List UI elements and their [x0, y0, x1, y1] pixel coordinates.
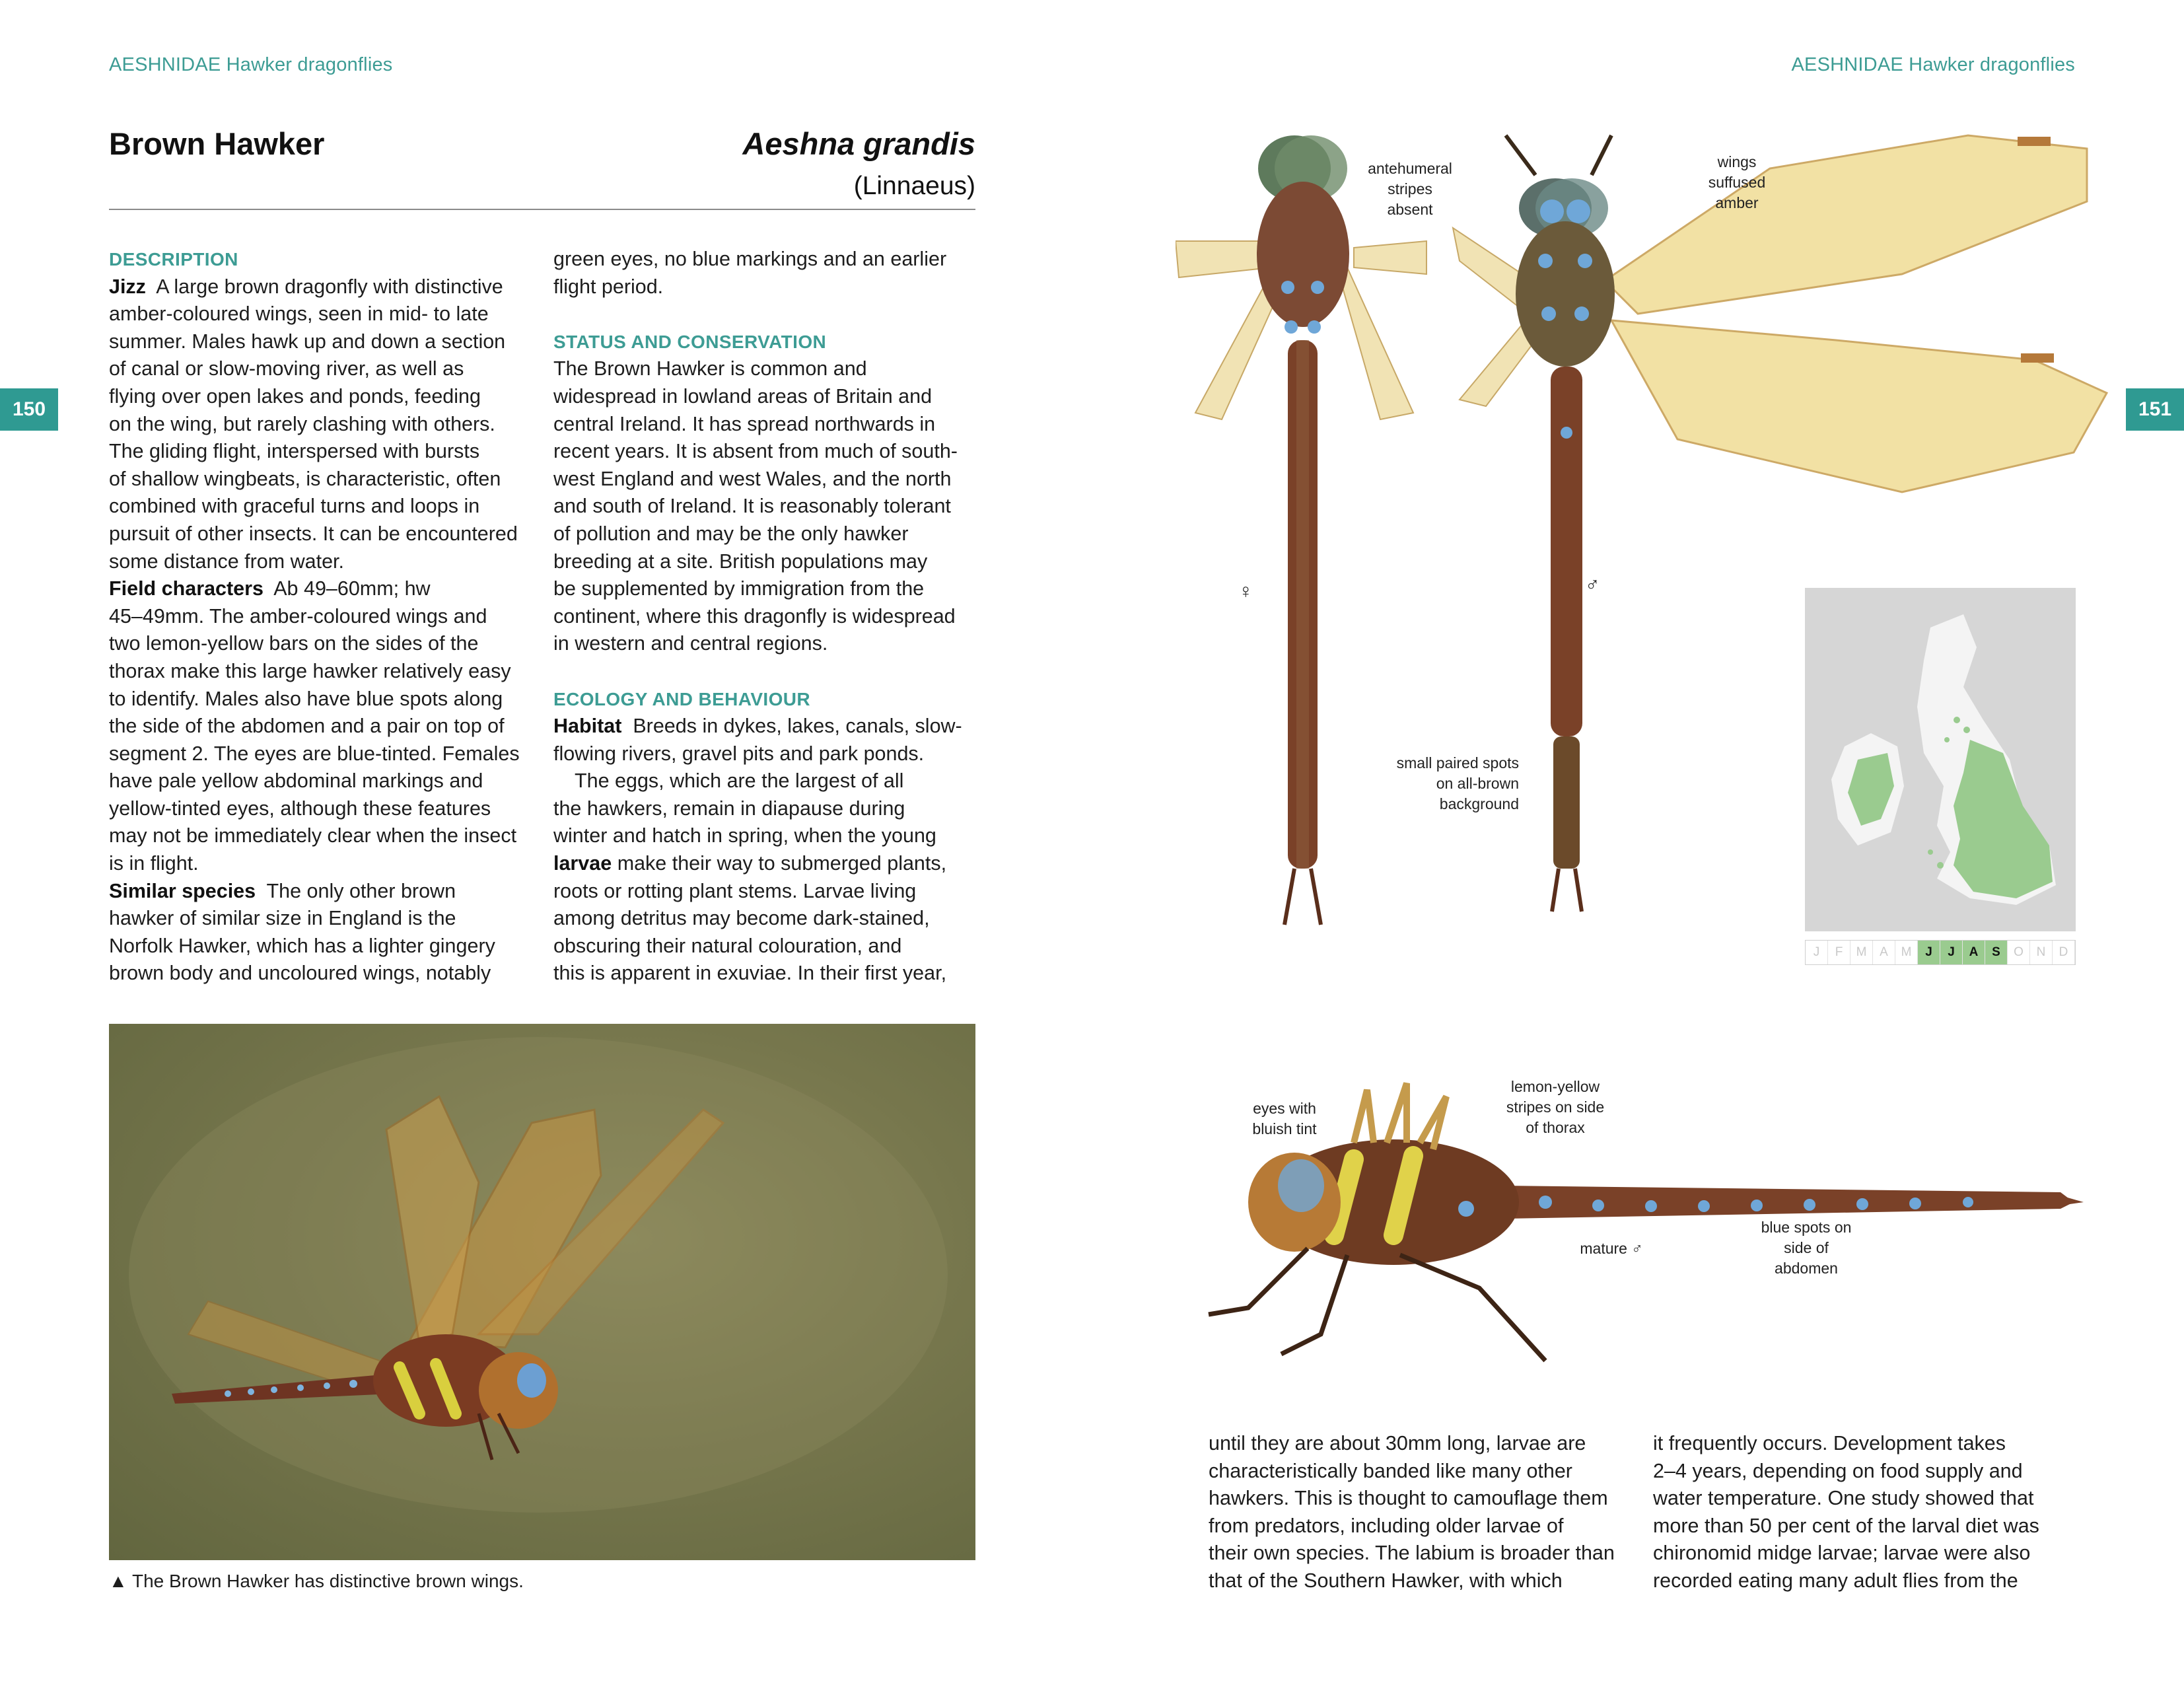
text-line: Norfolk Hawker, which has a lighter gingery — [109, 934, 495, 957]
text-line: hawkers. This is thought to camouflage them — [1209, 1487, 1608, 1510]
annotation-eyes: eyes with bluish tint — [1252, 1100, 1317, 1137]
month-cell: A — [1873, 941, 1895, 964]
month-cell: M — [1895, 941, 1918, 964]
annotation-antehumeral: antehumeral stripes absent — [1368, 160, 1452, 218]
text-column-4 — [1653, 1430, 2089, 1595]
text-line: their own species. The labium is broader than — [1209, 1542, 1615, 1565]
jizz-label: Jizz — [109, 275, 146, 298]
text-line: make their way to submerged plants, — [617, 852, 947, 875]
text-line: water temperature. One study showed that — [1653, 1487, 2034, 1510]
title-rule — [109, 209, 975, 210]
text-line: to identify. Males also have blue spots along — [109, 687, 503, 710]
similar-species-label: Similar species — [109, 879, 256, 902]
text-line: west England and west Wales, and the north — [553, 467, 952, 490]
section-heading-description: DESCRIPTION — [109, 249, 238, 269]
text-line: in western and central regions. — [553, 632, 828, 655]
text-line: 2–4 years, depending on food supply and — [1653, 1459, 2023, 1482]
text-line: from predators, including older larvae of — [1209, 1514, 1564, 1537]
running-head-right: AESHNIDAE Hawker dragonflies — [1791, 54, 2075, 75]
text-line: is in flight. — [109, 852, 199, 875]
female-symbol: ♀ — [1238, 581, 1253, 602]
distribution-map — [1805, 588, 2076, 931]
month-cell: M — [1850, 941, 1873, 964]
photo-caption — [109, 1571, 524, 1592]
text-line: widespread in lowland areas of Britain and — [553, 384, 933, 408]
month-cell: F — [1828, 941, 1850, 964]
annotation-blue-spots: blue spots on side of abdomen — [1761, 1219, 1852, 1277]
text-line: of shallow wingbeats, is characteristic, often — [109, 467, 501, 490]
larvae-label: larvae — [553, 852, 612, 875]
text-line: two lemon-yellow bars on the sides of the — [109, 632, 479, 655]
female-body — [1257, 135, 1349, 925]
text-line: may not be immediately clear when the insect — [109, 824, 517, 847]
month-cell: O — [2008, 941, 2030, 964]
jizz-paragraph — [109, 273, 538, 301]
text-column-3 — [1209, 1430, 1644, 1595]
page-number-left: 150 — [0, 388, 58, 431]
text-line: and south of Ireland. It is reasonably tolerant — [553, 495, 951, 518]
text-line: Breeds in dykes, lakes, canals, slow- — [633, 715, 962, 738]
text-line: segment 2. The eyes are blue-tinted. Females — [109, 742, 520, 765]
text-line: recorded eating many adult flies from the — [1653, 1569, 2018, 1592]
text-line: summer. Males hawk up and down a section — [109, 330, 506, 353]
text-line: the side of the abdomen and a pair on top of — [109, 715, 505, 738]
similar-species-paragraph — [109, 878, 538, 906]
text-line: have pale yellow abdominal markings and — [109, 770, 483, 793]
text-line: flowing rivers, gravel pits and park ponds. — [553, 742, 925, 765]
month-cell: J — [1806, 941, 1828, 964]
text-line: The Brown Hawker is common and — [553, 357, 867, 380]
section-heading-status: STATUS AND CONSERVATION — [553, 331, 827, 352]
text-line: on the wing, but rarely clashing with others. — [109, 412, 495, 435]
text-line: A large brown dragonfly with distinctive — [156, 275, 503, 298]
text-line: the hawkers, remain in diapause during — [553, 797, 905, 820]
text-line: flying over open lakes and ponds, feeding — [109, 384, 481, 408]
text-line: obscuring their natural colouration, and — [553, 934, 902, 957]
text-line: The eggs, which are the largest of all — [575, 770, 904, 793]
month-cell: D — [2053, 941, 2075, 964]
text-line: amber-coloured wings, seen in mid- to late — [109, 303, 489, 326]
text-line: more than 50 per cent of the larval diet was — [1653, 1514, 2039, 1537]
field-characters-label: Field characters — [109, 577, 264, 600]
text-line: some distance from water. — [109, 550, 344, 573]
month-cell: J — [1940, 941, 1963, 964]
text-line: flight period. — [553, 275, 664, 298]
text-line: The only other brown — [266, 879, 456, 902]
text-line: of canal or slow-moving river, as well as — [109, 357, 464, 380]
text-line: green eyes, no blue markings and an earlier — [553, 248, 947, 270]
larvae-paragraph — [553, 850, 989, 878]
text-line: it frequently occurs. Development takes — [1653, 1432, 2006, 1454]
lateral-illustration — [1202, 1070, 2087, 1400]
annotation-mature: mature ♂ — [1580, 1240, 1643, 1257]
male-symbol: ♂ — [1585, 574, 1600, 596]
month-cell: S — [1985, 941, 2008, 964]
text-line: roots or rotting plant stems. Larvae living — [553, 879, 917, 902]
text-line: among detritus may become dark-stained, — [553, 907, 930, 930]
text-line: recent years. It is absent from much of south- — [553, 440, 958, 463]
field-characters-paragraph — [109, 575, 538, 603]
text-line: characteristically banded like many other — [1209, 1459, 1572, 1482]
text-line: yellow-tinted eyes, although these features — [109, 797, 491, 820]
annotation-spots: small paired spots on all-brown background — [1396, 754, 1519, 812]
text-line: winter and hatch in spring, when the young — [553, 824, 936, 847]
text-line: continent, where this dragonfly is widespread — [553, 604, 956, 627]
annotation-lemon: lemon-yellow stripes on side of thorax — [1506, 1078, 1605, 1136]
annotation-wings: wings suffused amber — [1708, 153, 1766, 211]
text-line: this is apparent in exuviae. In their first year, — [553, 962, 947, 985]
text-line: Ab 49–60mm; hw — [273, 577, 431, 600]
flight-calendar — [1805, 940, 2076, 965]
running-head-left: AESHNIDAE Hawker dragonflies — [109, 54, 393, 75]
text-line: The gliding flight, interspersed with bursts — [109, 440, 480, 463]
male-body — [1506, 135, 1615, 912]
text-line: 45–49mm. The amber-coloured wings and — [109, 604, 487, 627]
text-line: until they are about 30mm long, larvae are — [1209, 1432, 1586, 1454]
text-line: hawker of similar size in England is the — [109, 907, 456, 930]
caption-marker: ▲ — [109, 1571, 127, 1591]
month-cell: J — [1918, 941, 1940, 964]
page-number-right: 151 — [2126, 388, 2184, 431]
text-line: brown body and uncoloured wings, notably — [109, 962, 491, 985]
text-column-2 — [553, 246, 989, 987]
text-line: be supplemented by immigration from the — [553, 577, 925, 600]
habitat-label: Habitat — [553, 715, 622, 738]
species-common-name: Brown Hawker — [109, 126, 325, 161]
text-line: central Ireland. It has spread northwards in — [553, 412, 936, 435]
month-cell: N — [2030, 941, 2053, 964]
habitat-paragraph — [553, 713, 989, 740]
text-line: thorax make this large hawker relatively easy — [109, 659, 511, 682]
species-latin-name: Aeshna grandis — [742, 126, 975, 161]
text-line: of pollution and may be the only hawker — [553, 522, 909, 545]
text-line: pursuit of other insects. It can be encountered — [109, 522, 518, 545]
caption-text: The Brown Hawker has distinctive brown wings. — [132, 1571, 524, 1591]
month-cell: A — [1963, 941, 1985, 964]
text-line: combined with graceful turns and loops in — [109, 495, 480, 518]
species-authority: (Linnaeus) — [853, 172, 975, 200]
text-line: that of the Southern Hawker, with which — [1209, 1569, 1563, 1592]
dragonfly-photo — [109, 1024, 975, 1560]
text-line: chironomid midge larvae; larvae were also — [1653, 1542, 2031, 1565]
text-line: breeding at a site. British populations may — [553, 550, 928, 573]
section-heading-ecology: ECOLOGY AND BEHAVIOUR — [553, 688, 811, 709]
text-column-1 — [109, 246, 538, 987]
